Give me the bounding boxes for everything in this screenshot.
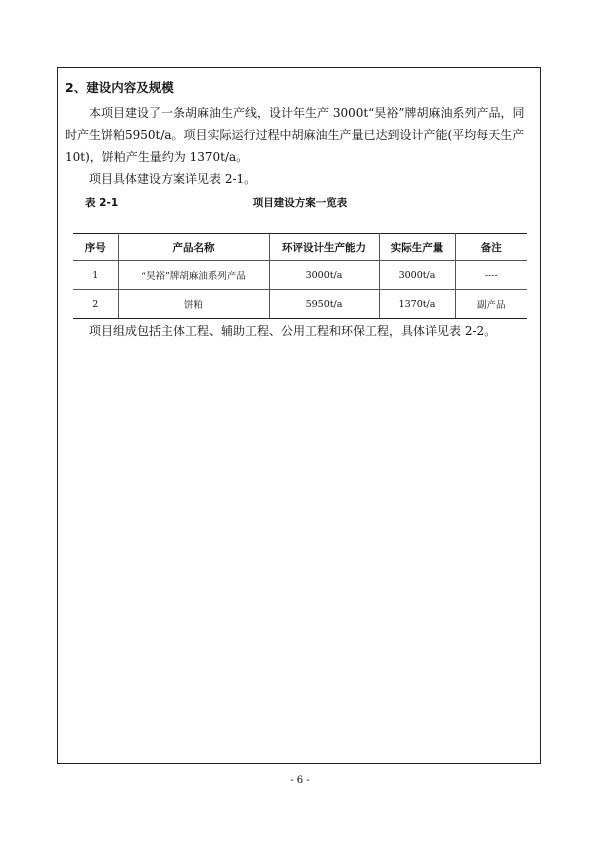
cell-remarks: 副产品 [455,290,527,319]
table-title: 项目建设方案一览表 [252,197,348,209]
table-row [73,261,527,290]
page-number: - 6 - [290,775,310,786]
header-design-capacity: 环评设计生产能力 [269,234,379,261]
paragraph-capacity: 本项目建设了一条胡麻油生产线，设计年生产 3000t“昊裕”牌胡麻油系列产品，同时产生饼粕5950t/a。项目实际运行过程中胡麻油生产量已达到设计产能(平均每天生产10t)，饼粕产生量约为 1370t/a。 [65,106,525,164]
cell-actual-output: 3000t/a [379,261,455,290]
cell-seq: 1 [73,261,118,290]
header-product-name: 产品名称 [118,234,269,261]
header-seq: 序号 [73,234,118,261]
table-header-row [73,234,527,261]
construction-plan-table [73,233,527,319]
table-row [73,290,527,319]
section-content [65,78,535,212]
header-remarks: 备注 [455,234,527,261]
section-after-table [65,320,535,342]
paragraph-table-ref: 项目具体建设方案详见表 2-1。 [89,172,257,186]
cell-actual-output: 1370t/a [379,290,455,319]
cell-design-capacity: 3000t/a [269,261,379,290]
cell-remarks: ---- [455,261,527,290]
cell-design-capacity: 5950t/a [269,290,379,319]
cell-seq: 2 [73,290,118,319]
cell-product-name: “昊裕”牌胡麻油系列产品 [118,261,269,290]
cell-product-name: 饼粕 [118,290,269,319]
paragraph-composition: 项目组成包括主体工程、辅助工程、公用工程和环保工程，具体详见表 2-2。 [89,324,497,338]
table-number: 表 2-1 [85,197,119,209]
table-caption [65,192,535,212]
section-heading: 2、建设内容及规模 [65,80,174,95]
header-actual-output: 实际生产量 [379,234,455,261]
